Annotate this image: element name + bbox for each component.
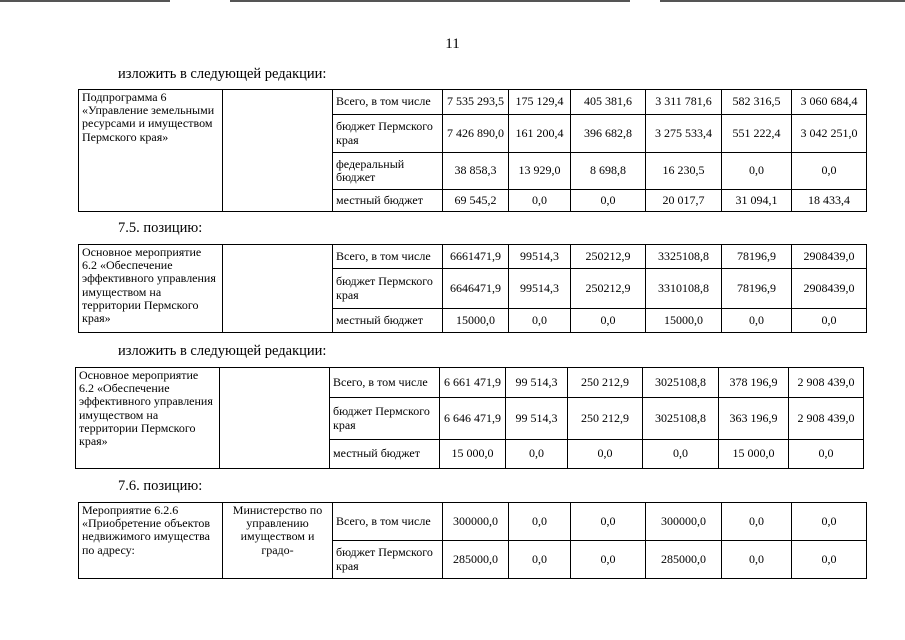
value-cell: 551 222,4 [722,115,792,153]
funding-source: местный бюджет [333,309,443,333]
value-cell: 7 426 890,0 [443,115,509,153]
value-cell: 13 929,0 [509,153,571,190]
executor-cell: Министерство по управлению имуществом и градо- [223,503,333,579]
value-cell: 0,0 [789,440,864,469]
value-cell: 0,0 [792,153,867,190]
funding-source: Всего, в том числе [333,90,443,115]
table-row [79,90,867,115]
value-cell: 3 060 684,4 [792,90,867,115]
funding-source: бюджет Пермского края [333,269,443,309]
value-cell: 250212,9 [571,245,646,269]
value-cell: 300000,0 [443,503,509,541]
value-cell: 582 316,5 [722,90,792,115]
value-cell: 99 514,3 [506,368,568,398]
value-cell: 0,0 [792,503,867,541]
value-cell: 161 200,4 [509,115,571,153]
value-cell: 3325108,8 [646,245,722,269]
table-row [79,245,867,269]
value-cell: 250 212,9 [568,398,643,440]
item-name: Основное мероприятие 6.2 «Обеспечение эффективного управления имуществом на территории Пермского края» [79,245,223,333]
value-cell: 0,0 [509,503,571,541]
value-cell: 3 311 781,6 [646,90,722,115]
funding-source: Всего, в том числе [333,245,443,269]
value-cell: 31 094,1 [722,190,792,212]
item-name: Подпрограмма 6 «Управление земельными ресурсами и имуществом Пермского края» [79,90,223,212]
value-cell: 0,0 [509,309,571,333]
value-cell: 3025108,8 [643,398,719,440]
value-cell: 15 000,0 [719,440,789,469]
table-row [79,503,867,541]
value-cell: 38 858,3 [443,153,509,190]
funding-source: Всего, в том числе [330,368,440,398]
heading-revision-1: изложить в следующей редакции: [118,66,327,82]
value-cell: 0,0 [571,309,646,333]
value-cell: 99 514,3 [506,398,568,440]
value-cell: 0,0 [571,541,646,579]
value-cell: 16 230,5 [646,153,722,190]
value-cell: 175 129,4 [509,90,571,115]
value-cell: 0,0 [792,309,867,333]
table-row [76,368,864,398]
value-cell: 2908439,0 [792,245,867,269]
item-name: Мероприятие 6.2.6 «Приобретение объектов недвижимого имущества по адресу: [79,503,223,579]
value-cell: 69 545,2 [443,190,509,212]
value-cell: 15 000,0 [440,440,506,469]
budget-table-activity-6-2-6 [78,502,867,579]
value-cell: 363 196,9 [719,398,789,440]
funding-source: местный бюджет [330,440,440,469]
funding-source: бюджет Пермского края [333,541,443,579]
funding-source: бюджет Пермского края [330,398,440,440]
value-cell: 78196,9 [722,245,792,269]
value-cell: 0,0 [568,440,643,469]
value-cell: 0,0 [643,440,719,469]
heading-position-7-6: 7.6. позицию: [118,478,203,494]
budget-table-activity-6-2-revised [75,367,864,469]
value-cell: 405 381,6 [571,90,646,115]
value-cell: 0,0 [506,440,568,469]
heading-revision-2: изложить в следующей редакции: [118,343,327,359]
value-cell: 3 275 533,4 [646,115,722,153]
value-cell: 396 682,8 [571,115,646,153]
value-cell: 2 908 439,0 [789,398,864,440]
funding-source: федеральный бюджет [333,153,443,190]
value-cell: 0,0 [722,503,792,541]
value-cell: 6661471,9 [443,245,509,269]
value-cell: 18 433,4 [792,190,867,212]
value-cell: 0,0 [722,309,792,333]
value-cell: 0,0 [571,503,646,541]
value-cell: 8 698,8 [571,153,646,190]
value-cell: 99514,3 [509,245,571,269]
value-cell: 99514,3 [509,269,571,309]
value-cell: 285000,0 [646,541,722,579]
funding-source: местный бюджет [333,190,443,212]
value-cell: 3310108,8 [646,269,722,309]
value-cell: 3 042 251,0 [792,115,867,153]
value-cell: 6646471,9 [443,269,509,309]
value-cell: 15000,0 [443,309,509,333]
value-cell: 2 908 439,0 [789,368,864,398]
budget-table-activity-6-2-current [78,244,867,333]
value-cell: 0,0 [571,190,646,212]
budget-table-subprogram-6 [78,89,867,212]
value-cell: 0,0 [792,541,867,579]
value-cell: 250 212,9 [568,368,643,398]
value-cell: 78196,9 [722,269,792,309]
funding-source: Всего, в том числе [333,503,443,541]
value-cell: 285000,0 [443,541,509,579]
value-cell: 20 017,7 [646,190,722,212]
page-number: 11 [445,36,460,52]
scan-top-edge [0,0,905,4]
executor-cell [223,245,333,333]
heading-position-7-5: 7.5. позицию: [118,220,203,236]
value-cell: 0,0 [722,541,792,579]
value-cell: 2908439,0 [792,269,867,309]
value-cell: 378 196,9 [719,368,789,398]
value-cell: 7 535 293,5 [443,90,509,115]
funding-source: бюджет Пермского края [333,115,443,153]
executor-cell [220,368,330,469]
value-cell: 6 646 471,9 [440,398,506,440]
value-cell: 0,0 [509,541,571,579]
executor-cell [223,90,333,212]
value-cell: 15000,0 [646,309,722,333]
value-cell: 0,0 [722,153,792,190]
value-cell: 250212,9 [571,269,646,309]
value-cell: 3025108,8 [643,368,719,398]
value-cell: 300000,0 [646,503,722,541]
item-name: Основное мероприятие 6.2 «Обеспечение эффективного управления имуществом на территории Пермского края» [76,368,220,469]
value-cell: 6 661 471,9 [440,368,506,398]
value-cell: 0,0 [509,190,571,212]
